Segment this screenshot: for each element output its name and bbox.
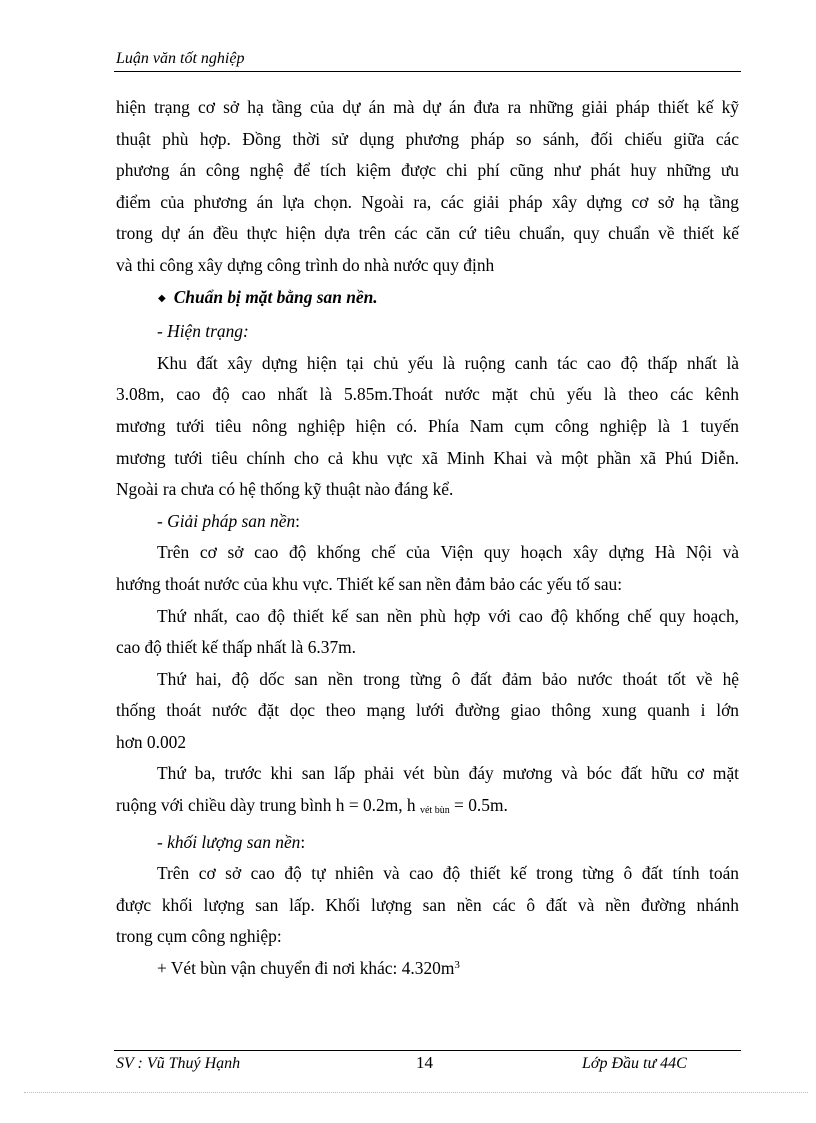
footer-rule bbox=[114, 1050, 741, 1051]
paragraph-line: mương tưới tiêu nông nghiệp hiện có. Phía Nam cụm công nghiệp là 1 tuyến bbox=[116, 415, 739, 436]
paragraph-line: hiện trạng cơ sở hạ tầng của dự án mà dự án đưa ra những giải pháp thiết kế kỹ bbox=[116, 97, 739, 117]
subheading-prefix: - bbox=[157, 831, 168, 852]
paragraph-line-with-subscript bbox=[116, 790, 739, 827]
paragraph-line: thuật phù hợp. Đồng thời sử dụng phương pháp so sánh, đối chiếu giữa các bbox=[116, 128, 739, 149]
paragraph-line: điểm của phương án lựa chọn. Ngoài ra, các giải pháp xây dựng cơ sở hạ tầng bbox=[116, 191, 739, 212]
paragraph-line: 3.08m, cao độ cao nhất là 5.85m.Thoát nước mặt chủ yếu là theo các kênh bbox=[116, 384, 739, 405]
paragraph-line: trong dự án đều thực hiện dựa trên các căn cứ tiêu chuẩn, quy chuẩn về thiết kế bbox=[116, 223, 739, 244]
paragraph-line: Thứ nhất, cao độ thiết kế san nền phù hợp với cao độ khống chế quy hoạch, bbox=[157, 605, 739, 626]
paragraph-line: phương án công nghệ để tích kiệm được chi phí cũng như phát huy những ưu bbox=[116, 160, 739, 181]
header-rule bbox=[114, 71, 741, 72]
superscript-text: 3 bbox=[454, 959, 460, 972]
subheading-solution bbox=[116, 506, 739, 538]
paragraph-line: hơn 0.002 bbox=[116, 731, 187, 752]
paragraph-line: Trên cơ sở cao độ tự nhiên và cao độ thiết kế trong từng ô đất tính toán bbox=[157, 863, 739, 884]
subheading-current-state: - Hiện trạng: bbox=[157, 321, 249, 342]
footer-student-name: SV : Vũ Thuý Hạnh bbox=[116, 1055, 241, 1072]
subheading-suffix: : bbox=[295, 510, 300, 531]
list-item bbox=[116, 953, 739, 985]
paragraph-line: và thi công xây dựng công trình do nhà nước quy định bbox=[116, 254, 495, 275]
page-edge-divider bbox=[24, 1092, 808, 1093]
text-run: ruộng với chiều dày trung bình h = 0.2m, h bbox=[116, 795, 420, 816]
subheading-solution-text: Giải pháp san nền bbox=[167, 510, 296, 531]
paragraph-line: mương tưới tiêu chính cho cả khu vực xã Minh Khai và một phần xã Phú Diễn. bbox=[116, 447, 739, 468]
text-run: = 0.5m. bbox=[449, 795, 508, 816]
paragraph-line: Thứ hai, độ dốc san nền trong từng ô đất đảm bảo nước thoát tốt về hệ bbox=[157, 668, 739, 689]
section-heading bbox=[116, 282, 739, 317]
paragraph-line: được khối lượng san lấp. Khối lượng san nền các ô đất và nền đường nhánh bbox=[116, 894, 739, 915]
footer-class-name: Lớp Đầu tư 44C bbox=[582, 1055, 687, 1072]
subheading-volume-text: khối lượng san nền bbox=[167, 831, 301, 852]
subscript-text: vét bùn bbox=[419, 805, 450, 817]
paragraph-line: hướng thoát nước của khu vực. Thiết kế san nền đảm bảo các yếu tố sau: bbox=[116, 573, 623, 594]
paragraph-line: thống thoát nước đặt dọc theo mạng lưới đường giao thông xung quanh i lớn bbox=[116, 700, 739, 721]
paragraph-line: Thứ ba, trước khi san lấp phải vét bùn đáy mương và bóc đất hữu cơ mặt bbox=[157, 763, 739, 784]
paragraph-line: Ngoài ra chưa có hệ thống kỹ thuật nào đáng kể. bbox=[116, 479, 454, 500]
subheading-prefix: - bbox=[157, 510, 168, 531]
section-heading-text: Chuẩn bị mặt bằng san nền. bbox=[173, 286, 378, 307]
paragraph-line: Trên cơ sở cao độ khống chế của Viện quy hoạch xây dựng Hà Nội và bbox=[157, 542, 739, 563]
page-body bbox=[116, 92, 739, 985]
paragraph-line: Khu đất xây dựng hiện tại chủ yếu là ruộng canh tác cao độ thấp nhất là bbox=[157, 352, 739, 373]
list-item-text: + Vét bùn vận chuyển đi nơi khác: 4.320m bbox=[157, 958, 455, 979]
subheading-volume bbox=[116, 827, 739, 859]
subheading-suffix: : bbox=[300, 831, 306, 852]
header-title: Luận văn tốt nghiệp bbox=[116, 50, 245, 67]
paragraph-line: cao độ thiết kế thấp nhất là 6.37m. bbox=[116, 637, 357, 658]
paragraph-line: trong cụm công nghiệp: bbox=[116, 926, 282, 947]
page-number: 14 bbox=[416, 1053, 433, 1072]
diamond-bullet-icon: ◆ bbox=[158, 292, 166, 304]
